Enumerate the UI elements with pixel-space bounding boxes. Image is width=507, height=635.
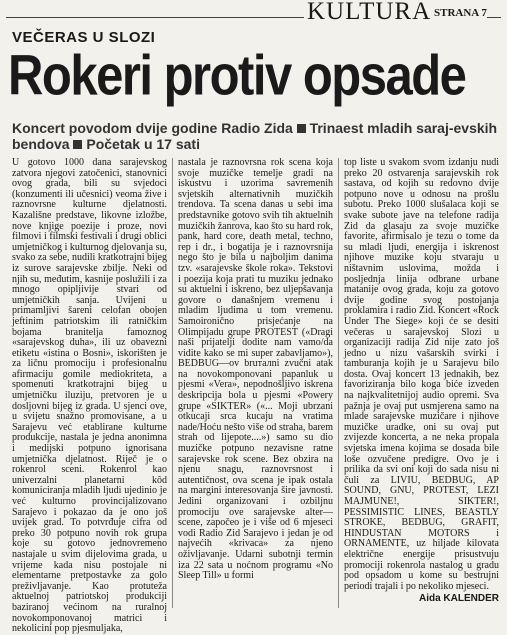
subhead-part-1: Koncert povodom dvije godine Radio Zida xyxy=(12,120,293,136)
article-column-2 xyxy=(178,158,333,582)
page-number: STRANA 7 xyxy=(434,7,487,19)
kicker: VEČERAS U SLOZI xyxy=(12,29,156,46)
column-text: U gotovo 1000 dana sarajevskog zatvora njegovi zatočenici, stanovnici ovog grada, bili su svjedoci (konzumenti ili učesnici) veoma žive i raznovrsne kulturne djelatnosti. Kazališne predstave, likovne izložbe, nove knjige poezije i proze, novi filmovi i filmski festivali i drugi oblici umjetničkog i kulturnog djelovanja su, svako za sebe, nudili kratkotrajni bijeg iz surove sarajevske zbilje. Neki od njih su, međutim, kasnije poslužili i za mnogo opipljivije stvari od umjetničkih sanja. Uvijeni u primamljivi šareni celofan obojen jeftinim patriotskim ili ratničkim bojama branitelja famoznog «sarajevskog duha», ili uz obavezni etiketu «istina o Bosni», iskorišten je za ličnu promociju i profesionalnu afirmaciju gomile mediokriteta, a spomenuti kratkotrajni bijeg u umjetničku iluziju, pretvoren je u dosljovni bijeg iz grada. U sjenci ove, u svijetu snažno promovisane, a u Sarajevu već etablirane kulturne produkcije, nastala je jedna anonimna i medijski potpuno ignorisana umjetnička djelatnost. Riječ je o rokenrol sceni. Rokenrol kao univerzalni planetarni kôd komuniciranja mladih ljudi ujedinio je već kulturno provincijalizovano Sarajevo i pokazao da je ono još uvijek grad. To potvrđuje cifra od preko 30 potpuno novih rok grupa koje su gotovo jednovremeno nastajale u svim dijelovima grada, u vrijeme kada nisu postojale ni elementarne pretpostavke za golo preživljavanje. Kao protuteža aktuelnoj patriotskoj produkciji baziranoj većinom na ruralnoj novokomponovanoj matrici i nekolicini pop pjesmuljaka, xyxy=(12,157,167,635)
headline: Rokeri protiv opsade xyxy=(8,45,466,108)
column-divider xyxy=(338,158,339,608)
column-text: top liste u svakom svom izdanju nudi preko 20 ostvarenja sarajevskih rok sastava, od kojih su redovno dvije potpuno nove u odnosu na prošlu subotu. Preko 1000 slušalaca koji se svake subote jave na telefone radija Zid da glasaju za svoje muzičke favorite, afirmisalo je tezu o tome da su mladi ljudi, energija i iskrenost njihove muzike koju stvaraju u ništavnim uslovima, možda i posljednja linija odbrane urbane matanije ovog grada, koju za gotovo dvije godine svog postojanja proklamira i radio Zid. Koncert «Rock Under The Siege» koji će se desiti večeras u sarajevskoj Slozi u organizaciji radija Zid nije zato još jedno u nizu vašarskih svirki i tamburanja kojih je u Sarajevu bilo dosta. Ovaj koncert 13 jednakih, bez favoriziranja bilo koga biće izveden na najkvalitetnijoj audio opremi. Sva pažnja je ovaj put usmjerena samo na mlade sarajevske muzičare i njihove muzičke uradke, oni su ovaj put zvijezde koncerta, a ne neka propala svjetska imena kojima se dosada bile loše ozvučene predigre. Ovo je i prilika da svi oni koji do sada nisu ni čuli za LIVIU, BEDBUG, AP SOUND, GNU, PROTEST, LEZI MAJMUNE!, SIKTER!, PESSIMISTIC LINES, BEASTLY STROKE, BEDBUG, GRAFIT, HINDUSTAN MOTORS i ORNAMENTE, uz hiljade kilovata električne energije prisustvuju promociji rokenrola nastalog u gradu pod opsadom u kome su bestrujni periodi trajali i po nekoliko mjeseci. xyxy=(344,157,499,592)
article-column-3 xyxy=(344,158,499,605)
article-column-1 xyxy=(12,158,167,635)
subhead-part-3: Početak u 17 sati xyxy=(86,136,200,152)
square-bullet-icon xyxy=(297,124,306,133)
author-byline: Aida KALENDER xyxy=(418,593,499,605)
square-bullet-icon xyxy=(73,140,82,149)
subhead-part-2: Trinaest mladih saraj-evskih bendova xyxy=(12,120,498,152)
section-header xyxy=(0,0,507,26)
column-text: nastala je raznovrsna rok scena koja svoje muzičke temelje gradi na iskustvu i uzorima savremenih svjetskih alternativnih muzičkih trendova. Ta scena danas u sebi ima predstavnike gotovo svih tih aktuelnih muzičkih žanrova, kao što su hard rok, pank, hard core, death metal, techno, rep i dr., i bogatija je i raznovrsnija nego što je bila u najboljim danima tzv. «sarajevske škole roka». Tekstovi i poezija koja prati tu muziku jednako su aktuelni i iskreno, bez uljepšavanja govore o današnjem vremenu i mladim ljudima u tom vremenu. Samoironično prisjećanje na Olimpijadu grupe PROTEST («Dragi naši prijatelji dodite nam vamo/da vidite kako se mi super zabavljamo»), BEDBUG—ov bruталni zvučni atak na novokomponovani papanluk u pjesmi «Vera», nepodnošljivo iskrena deskripcija bola u pjesmi «Powerу grupe «SIKTER» («... Moji ubrzani otkucaji srca kucaju na vratima nade/Hoću nešto više od straha, barem strah od lijepote....») samo su dio muzičke potpuno nezavisne ratne sarajevske rok scene. Bez obzira na njenu snagu, raznovrsnost i autentičnost, ova scena je ipak ostala na margini interesovanja šire javnosti. Jedini organizovani i ozbiljnu promociju ove sarajevske alter—scene, započeo je i više od 6 mjeseci vodi Radio Zid Sarajevo i jedan je od najvećih «krivaca» za njeno oživljavanje. Udarni subotnji termin iza 22 sata u noćnom programu «No Sleep Till» u formi xyxy=(178,157,333,582)
subheading xyxy=(12,120,502,152)
section-title: KULTURA xyxy=(304,0,434,26)
column-divider xyxy=(172,158,173,608)
